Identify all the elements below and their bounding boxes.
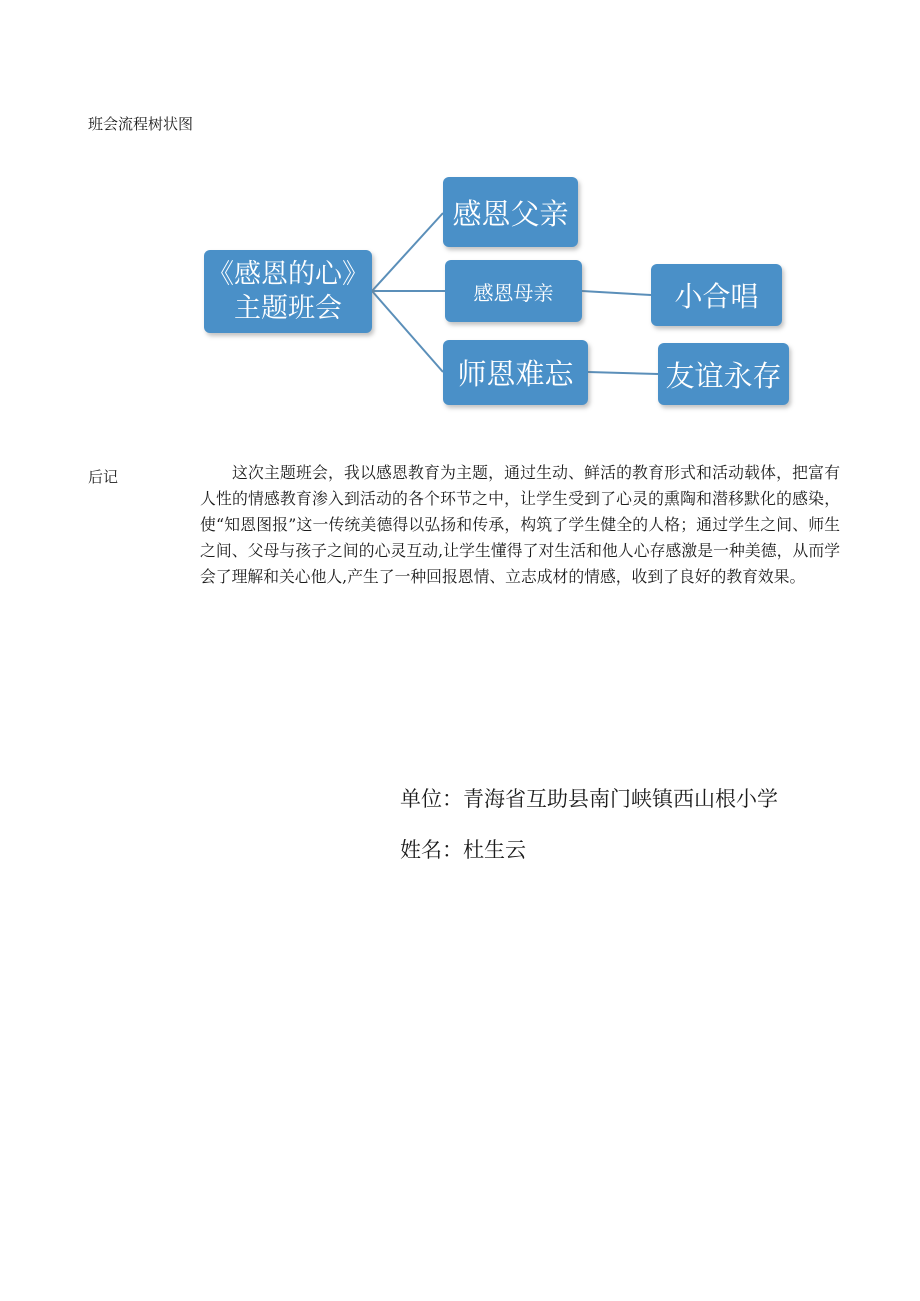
tree-node-teacher: 师恩难忘 <box>443 340 588 405</box>
tree-node-root <box>204 250 372 333</box>
tree-section-label: 班会流程树状图 <box>88 115 194 133</box>
root-title-line1: 《感恩的心》 <box>207 258 369 290</box>
connector-mother-chorus <box>582 291 651 295</box>
afterword-label: 后记 <box>88 468 119 486</box>
tree-node-mother: 感恩母亲 <box>445 260 582 322</box>
tree-node-father: 感恩父亲 <box>443 177 578 247</box>
connector-root-teacher <box>372 291 443 372</box>
root-title-line2: 主题班会 <box>234 292 342 324</box>
author-name: 姓名：杜生云 <box>400 838 526 862</box>
flow-tree-diagram <box>200 175 800 410</box>
author-unit: 单位：青海省互助县南门峡镇西山根小学 <box>400 787 778 811</box>
afterword-paragraph: 这次主题班会，我以感恩教育为主题，通过生动、鲜活的教育形式和活动载体，把富有人性的情感教育渗入到活动的各个环节之中，让学生受到了心灵的熏陶和潜移默化的感染，使“知恩图报”这一传统美德得以弘扬和传承，构筑了学生健全的人格；通过学生之间、师生之间、父母与孩子之间的心灵互动,让学生懂得了对生活和他人心存感激是一种美德，从而学会了理解和关心他人,产生了一种回报恩情、立志成材的情感，收到了良好的教育效果。 <box>200 463 840 586</box>
tree-node-friendship: 友谊永存 <box>658 343 789 405</box>
tree-node-chorus: 小合唱 <box>651 264 782 326</box>
connector-teacher-friendship <box>588 372 658 374</box>
connector-root-father <box>372 213 443 291</box>
